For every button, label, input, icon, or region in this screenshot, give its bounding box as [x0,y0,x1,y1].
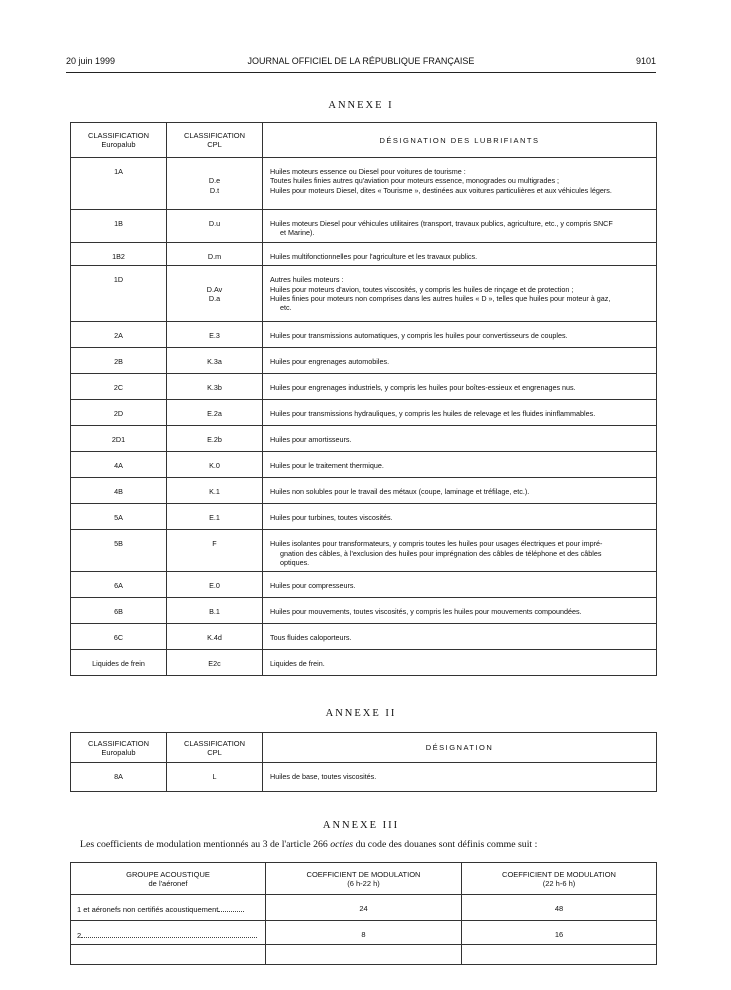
col-header-europalub: CLASSIFICATION Europalub [71,123,167,158]
cell-europalub: 6B [71,598,167,624]
designation-line: gnation des câbles, à l'exclusion des huiles pour imprégnation des câbles de téléphone et des câbles [280,548,602,558]
cpl-code: F [212,539,217,549]
annexe-3-intro: Les coefficients de modulation mentionnés au 3 de l'article 266 octies du code des douanes sont définis comme suit : [80,839,538,850]
col-header-cpl: CLASSIFICATION CPL [167,733,263,763]
cpl-code: K.0 [209,461,220,471]
table-row [71,266,657,322]
cell-cpl [167,598,263,624]
designation-line: Huiles pour turbines, toutes viscosités. [270,513,393,523]
designation-line: Autres huiles moteurs : [270,275,344,285]
cpl-code: E.1 [209,513,220,523]
designation-line: Huiles non solubles pour le travail des métaux (coupe, laminage et tréfilage, etc.). [270,487,530,497]
cpl-code: B.1 [209,607,220,617]
designation-line: Huiles pour amortisseurs. [270,435,352,445]
cell-cpl: L [167,763,263,792]
cpl-code: D.u [208,219,221,228]
page-header [66,56,656,72]
designation-line: Huiles pour transmissions automatiques, y compris les huiles pour convertisseurs de couples. [270,331,568,341]
cell-coef-night: 48 [462,895,657,921]
cell-coef-day: 24 [266,895,462,921]
cell-coef-night: 16 [462,921,657,945]
cell-designation [263,572,657,598]
cell-cpl [167,478,263,504]
annexe-3-title: ANNEXE III [322,820,400,831]
table-row [71,478,657,504]
table-row [71,598,657,624]
cell-designation [263,348,657,374]
cell-cpl [167,452,263,478]
cell-coef-day: 8 [266,921,462,945]
cpl-code: E.2a [207,409,222,419]
designation-line: Liquides de frein. [270,659,325,669]
cell-designation [263,452,657,478]
cell-europalub: 8A [71,763,167,792]
cell-europalub: Liquides de frein [71,650,167,676]
cpl-code: E.3 [209,331,220,341]
table-row [71,426,657,452]
cell-designation [263,158,657,210]
cpl-code: D.t [209,185,220,195]
designation-line: Huiles pour le traitement thermique. [270,461,384,471]
designation-line: etc. [280,303,292,313]
cpl-code: E.2b [207,435,222,445]
cell-designation [263,210,657,243]
designation-line: et Marine). [280,228,315,238]
cpl-code [167,167,262,176]
cell-cpl [167,266,263,322]
table-row [71,374,657,400]
cpl-code: E.0 [209,581,220,591]
header-rule [66,72,656,73]
table-row [71,945,657,965]
col-header-cpl: CLASSIFICATION CPL [167,123,263,158]
annexe-2-table [70,732,657,792]
table-row [71,158,657,210]
cell-europalub: 6A [71,572,167,598]
header-date: 20 juin 1999 [66,56,116,66]
header-journal-title: JOURNAL OFFICIEL DE LA RÉPUBLIQUE FRANÇAISE [247,56,475,66]
cell-cpl [167,650,263,676]
cell-europalub: 5A [71,504,167,530]
cell-designation [263,426,657,452]
cell-cpl [167,158,263,210]
cpl-code: D.a [208,294,221,303]
designation-line: Huiles pour compresseurs. [270,581,356,591]
cell-cpl [167,572,263,598]
table-row [71,650,657,676]
cell-designation [263,504,657,530]
col-header-acoustic-group: GROUPE ACOUSTIQUE de l'aéronef [71,863,266,895]
cell-cpl [167,504,263,530]
cell-acoustic-group: 1 et aéronefs non certifiés acoustiquement [71,895,266,921]
table-row [71,530,657,572]
designation-line: Tous fluides caloporteurs. [270,633,352,643]
cpl-code: E2c [208,659,221,669]
designation-line: Huiles pour moteurs Diesel, dites « Tourisme », destinées aux voitures particulières et aux véhicules légers. [270,185,612,195]
cell-acoustic-group: 2 [71,921,266,945]
cell-designation [263,478,657,504]
table-row [71,921,657,945]
cell-europalub: 2D1 [71,426,167,452]
cell-europalub: 6C [71,624,167,650]
cell-acoustic-group [71,945,266,965]
annexe-3-table [70,862,657,965]
cell-europalub: 1A [71,158,167,210]
cell-europalub: 4B [71,478,167,504]
designation-line: Toutes huiles finies autres qu'aviation pour moteurs essence, monogrades ou multigrades ; [270,176,560,186]
designation-line: Huiles moteurs Diesel pour véhicules utilitaires (transport, travaux publics, agriculture, etc., y compris SNCF [270,219,613,228]
cell-europalub: 5B [71,530,167,572]
table-row [71,624,657,650]
cell-designation [263,400,657,426]
cell-europalub: 2D [71,400,167,426]
cpl-code: K.1 [209,487,220,497]
designation-line: Huiles finies pour moteurs non comprises dans les autres huiles « D », telles que huiles pour moteur à gaz, [270,294,611,304]
cell-designation [263,530,657,572]
annexe-1-table [70,122,657,676]
table-row [71,210,657,243]
cell-europalub: 2B [71,348,167,374]
col-header-coef-day: COEFFICIENT DE MODULATION (6 h-22 h) [266,863,462,895]
header-page-number: 9101 [635,56,656,66]
cell-designation [263,322,657,348]
cell-designation [263,650,657,676]
cell-cpl [167,348,263,374]
cell-cpl [167,242,263,265]
cell-europalub: 1B2 [71,242,167,265]
cell-cpl [167,624,263,650]
designation-line: Huiles pour transmissions hydrauliques, y compris les huiles de relevage et les fluides ininflammables. [270,409,596,419]
cell-cpl [167,210,263,243]
table-row [71,348,657,374]
table-row [71,763,657,792]
table-row [71,895,657,921]
col-header-designation: DÉSIGNATION [263,733,657,763]
col-header-europalub: CLASSIFICATION Europalub [71,733,167,763]
designation-line: Huiles pour engrenages automobiles. [270,357,390,367]
cell-cpl [167,426,263,452]
cell-europalub: 2C [71,374,167,400]
designation-line: Huiles isolantes pour transformateurs, y compris toutes les huiles pour usages électriques et pour impré- [270,539,603,549]
designation-line: Huiles multifonctionnelles pour l'agriculture et les travaux publics. [270,251,478,261]
cell-europalub: 1B [71,210,167,243]
cell-designation [263,374,657,400]
cpl-code: D.m [207,251,222,261]
table-row [71,400,657,426]
table-row [71,572,657,598]
col-header-coef-night: COEFFICIENT DE MODULATION (22 h-6 h) [462,863,657,895]
cpl-code: K.3a [207,357,222,367]
cell-europalub: 2A [71,322,167,348]
cell-europalub: 1D [71,266,167,322]
cell-coef-night [462,945,657,965]
designation-line: Huiles moteurs essence ou Diesel pour voitures de tourisme : [270,167,466,176]
cell-europalub: 4A [71,452,167,478]
cpl-code: K.3b [207,383,222,393]
designation-line: optiques. [280,558,310,568]
cell-coef-day [266,945,462,965]
cell-cpl [167,530,263,572]
cell-designation [263,242,657,265]
cell-cpl [167,322,263,348]
table-row [71,504,657,530]
cpl-code: D.e [208,176,221,186]
table-row [71,322,657,348]
table-row [71,452,657,478]
cpl-code: K.4d [207,633,222,643]
designation-line: Huiles pour moteurs d'avion, toutes viscosités, y compris les huiles de rinçage et de protection ; [270,284,574,294]
cpl-code: D.Av [206,284,223,294]
cell-cpl [167,374,263,400]
cell-cpl [167,400,263,426]
cell-designation: Huiles de base, toutes viscosités. [263,763,657,792]
annexe-1-title: ANNEXE I [328,100,394,111]
cell-designation [263,624,657,650]
col-header-designation: DÉSIGNATION DES LUBRIFIANTS [263,123,657,158]
cell-designation [263,598,657,624]
annexe-2-title: ANNEXE II [325,708,397,719]
table-row [71,242,657,265]
designation-line: Huiles pour engrenages industriels, y compris les huiles pour boîtes-essieux et engrenages nus. [270,383,576,393]
cell-designation [263,266,657,322]
cpl-code [167,275,262,284]
designation-line: Huiles pour mouvements, toutes viscosités, y compris les huiles pour mouvements compoundées. [270,607,582,617]
